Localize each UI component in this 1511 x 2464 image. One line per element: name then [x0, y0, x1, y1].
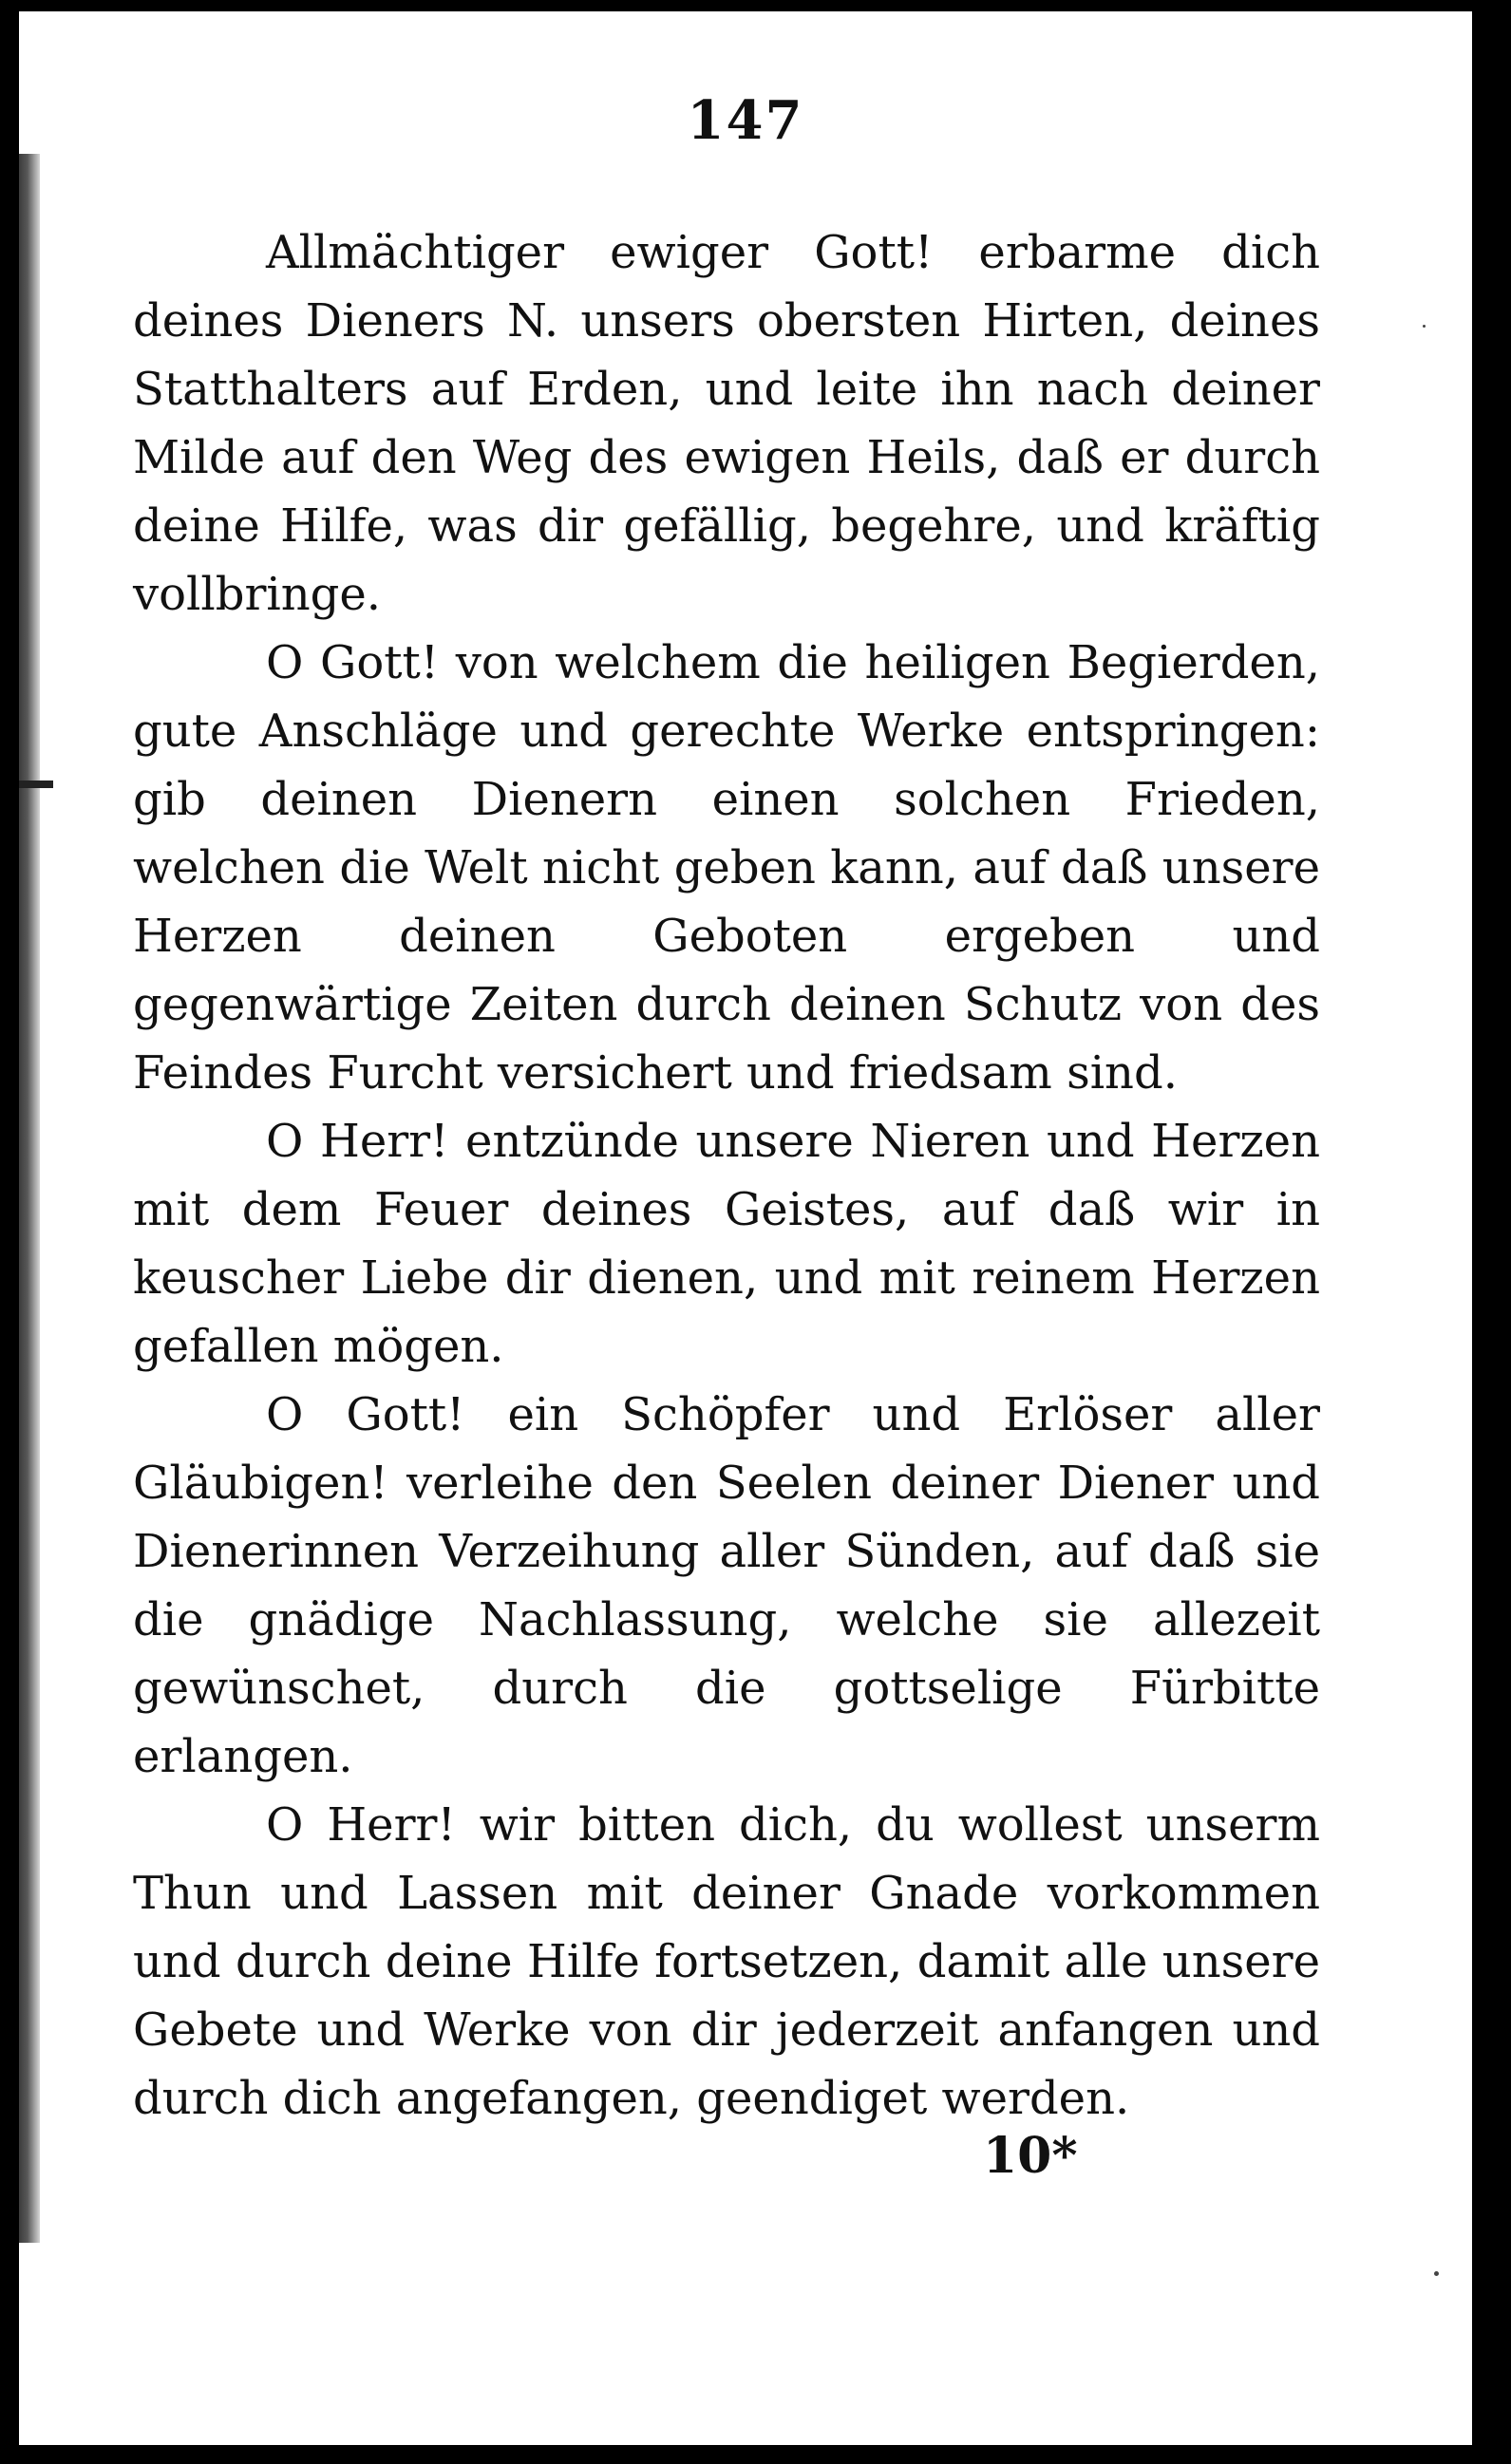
gutter-notch	[19, 781, 53, 788]
signature-mark: 10*	[983, 2127, 1078, 2185]
paragraph-4: O Gott! ein Schöpfer und Erlöser aller Gläubigen! verleihe den Seelen deiner Diener und Dienerinnen Verzeihung aller Sünden, auf daß sie die gnädige Nachlassung, welche sie allezeit gewünschet, durch die gottselige Fürbitte erlangen.	[133, 1388, 1320, 1783]
page-gutter-edge	[19, 154, 40, 2243]
page-number: 147	[687, 89, 804, 152]
paragraph-5: O Herr! wir bitten dich, du wollest unserm Thun und Lassen mit deiner Gnade vorkommen und durch deine Hilfe fortsetzen, damit alle unsere Gebete und Werke von dir jederzeit anfangen und durch dich angefangen, geendiget werden.	[133, 1798, 1320, 2125]
paragraph-3: O Herr! entzünde unsere Nieren und Herzen mit dem Feuer deines Geistes, auf daß wir in keuscher Liebe dir dienen, und mit reinem Herzen gefallen mögen.	[133, 1115, 1320, 1373]
print-speck	[1434, 2271, 1439, 2276]
print-speck	[1423, 325, 1426, 328]
prayer-text	[133, 218, 1320, 2133]
book-page	[19, 11, 1472, 2445]
paragraph-1: Allmächtiger ewiger Gott! erbarme dich deines Dieners N. unsers obersten Hirten, deines Statthalters auf Erden, und leite ihn nach deiner Milde auf den Weg des ewigen Heils, daß er durch deine Hilfe, was dir gefällig, begehre, und kräftig vollbringe.	[133, 226, 1320, 621]
paragraph-2: O Gott! von welchem die heiligen Begierden, gute Anschläge und gerechte Werke entspringen: gib deinen Dienern einen solchen Frieden, welchen die Welt nicht geben kann, auf daß unsere Herzen deinen Geboten ergeben und gegenwärtige Zeiten durch deinen Schutz von des Feindes Furcht versichert und friedsam sind.	[133, 636, 1320, 1100]
